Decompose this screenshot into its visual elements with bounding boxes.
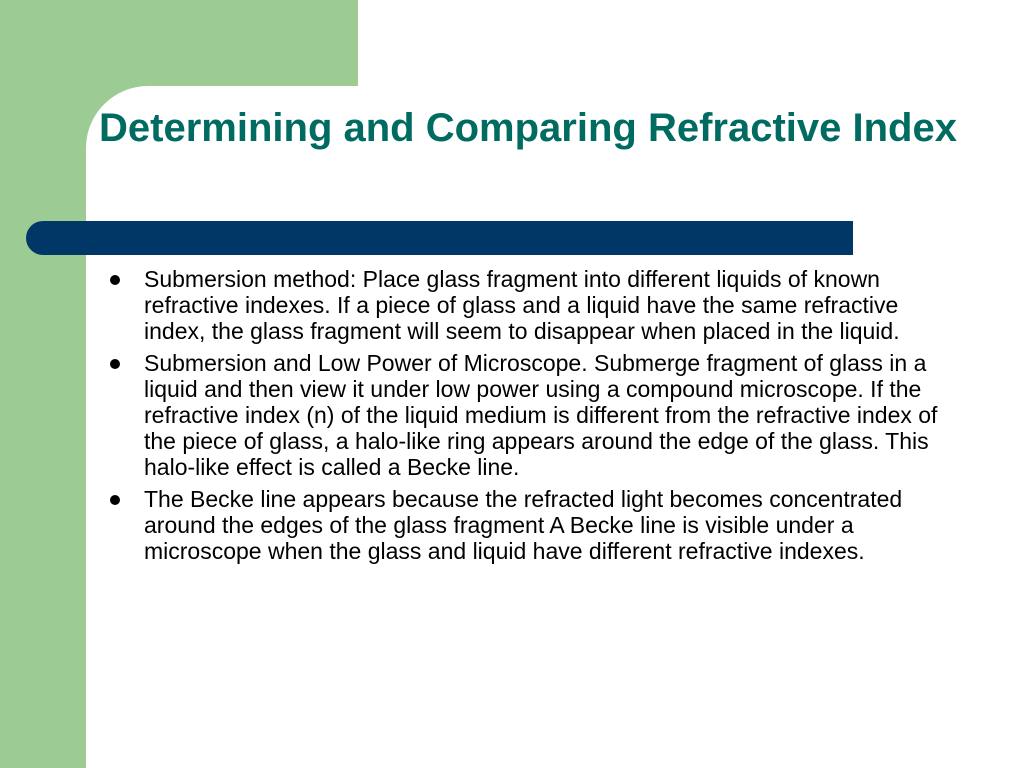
title-divider-bar [26, 221, 853, 255]
bullet-icon [110, 275, 120, 285]
bullet-text: The Becke line appears because the refracted light becomes concentrated around the edges of the glass fragment A Becke line is visible under a microscope when the glass and liquid have different refractive indexes. [144, 486, 903, 564]
list-item [104, 350, 944, 480]
bullet-text: Submersion method: Place glass fragment into different liquids of known refractive indexes. If a piece of glass and a liquid have the same refractive index, the glass fragment will seem to disappear when placed in the liquid. [144, 266, 900, 344]
bullet-text: Submersion and Low Power of Microscope. Submerge fragment of glass in a liquid and then view it under low power using a compound microscope. If the refractive index (n) of the liquid medium is different from the refractive index of the piece of glass, a halo-like ring appears around the edge of the glass. This halo-like effect is called a Becke line. [144, 350, 938, 480]
bullet-list [104, 266, 944, 570]
slide-title: Determining and Comparing Refractive Index [99, 106, 957, 150]
bullet-icon [110, 359, 120, 369]
list-item [104, 486, 944, 564]
list-item [104, 266, 944, 344]
bullet-icon [110, 495, 120, 505]
green-side-band [0, 0, 86, 768]
